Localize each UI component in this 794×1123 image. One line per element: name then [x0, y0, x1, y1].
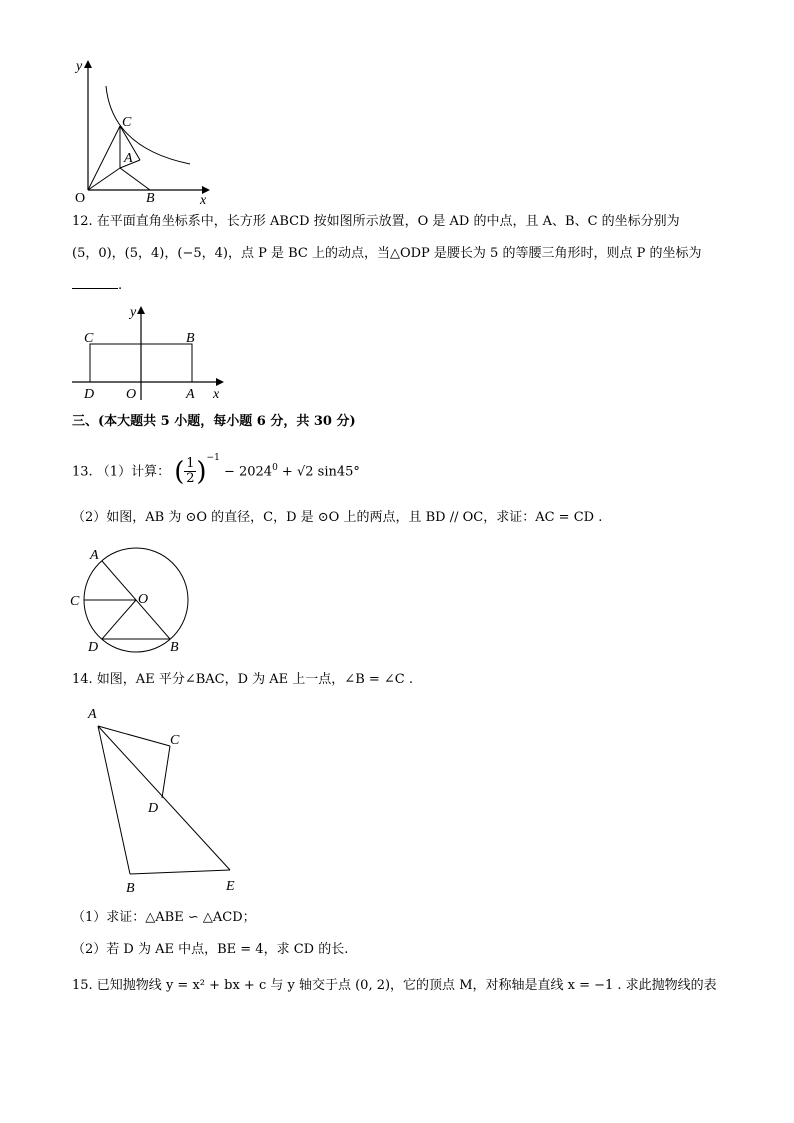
fig14-e-label: E: [226, 879, 235, 894]
fig11-c-label: C: [122, 115, 132, 130]
figure-q11: [68, 58, 218, 208]
fig14-c-label: C: [170, 733, 180, 748]
q13-part1: 13. （1）计算： $(\frac{1}{2})^{-1} - 2024^0 + √2$ sin45°: [72, 453, 360, 487]
fig12-b-label: B: [186, 331, 195, 346]
figure-q12: [68, 300, 238, 404]
fig11-a-label: A: [124, 151, 133, 166]
figure-q13: [66, 545, 196, 655]
q12-line3: .: [72, 276, 122, 296]
fig13-d-label: D: [88, 640, 99, 655]
fig14-a-label: A: [88, 707, 97, 722]
fig11-x-label: x: [200, 193, 207, 208]
fig12-a-label: A: [186, 387, 195, 402]
fig13-c-label: C: [70, 594, 80, 609]
fig13-a-label: A: [90, 548, 99, 563]
fig13-o-label: O: [138, 592, 149, 607]
fig11-o-label: O: [75, 191, 86, 206]
q13-part2: （2）如图，AB 为 ⊙O 的直径，C，D 是 ⊙O 上的两点，且 BD // OC，求证：AC = CD .: [72, 510, 603, 525]
fig13-b-label: B: [170, 640, 179, 655]
figure-q14: [82, 700, 252, 898]
fig14-d-label: D: [148, 801, 159, 816]
answer-blank[interactable]: [72, 276, 118, 289]
fig12-y-label: y: [130, 305, 137, 320]
section-3-heading: 三、(本大题共 5 小题，每小题 6 分，共 30 分): [72, 414, 356, 429]
fig12-d-label: D: [84, 387, 95, 402]
q15-line1: 15. 已知抛物线 y = x² + bx + c 与 y 轴交于点 (0, 2)，它的顶点 M，对称轴是直线 x = −1 . 求此抛物线的表: [72, 978, 717, 993]
fig11-y-label: y: [76, 59, 83, 74]
q12-line1: 12. 在平面直角坐标系中，长方形 ABCD 按如图所示放置，O 是 AD 的中点，且 A、B、C 的坐标分别为: [72, 214, 680, 229]
q14-part2: （2）若 D 为 AE 中点，BE = 4，求 CD 的长.: [72, 942, 349, 957]
q14-part1: （1）求证：△ABE ∽ △ACD；: [72, 910, 256, 925]
fig11-b-label: B: [146, 191, 155, 206]
fig12-x-label: x: [213, 387, 220, 402]
q12-line2: (5，0)，(5，4)，(−5，4)，点 P 是 BC 上的动点，当△ODP 是腰长为 5 的等腰三角形时，则点 P 的坐标为: [72, 246, 702, 261]
fig14-b-label: B: [126, 881, 135, 896]
fig12-o-label: O: [126, 387, 137, 402]
fig12-c-label: C: [84, 331, 94, 346]
q14-line1: 14. 如图，AE 平分∠BAC，D 为 AE 上一点，∠B = ∠C .: [72, 672, 414, 687]
